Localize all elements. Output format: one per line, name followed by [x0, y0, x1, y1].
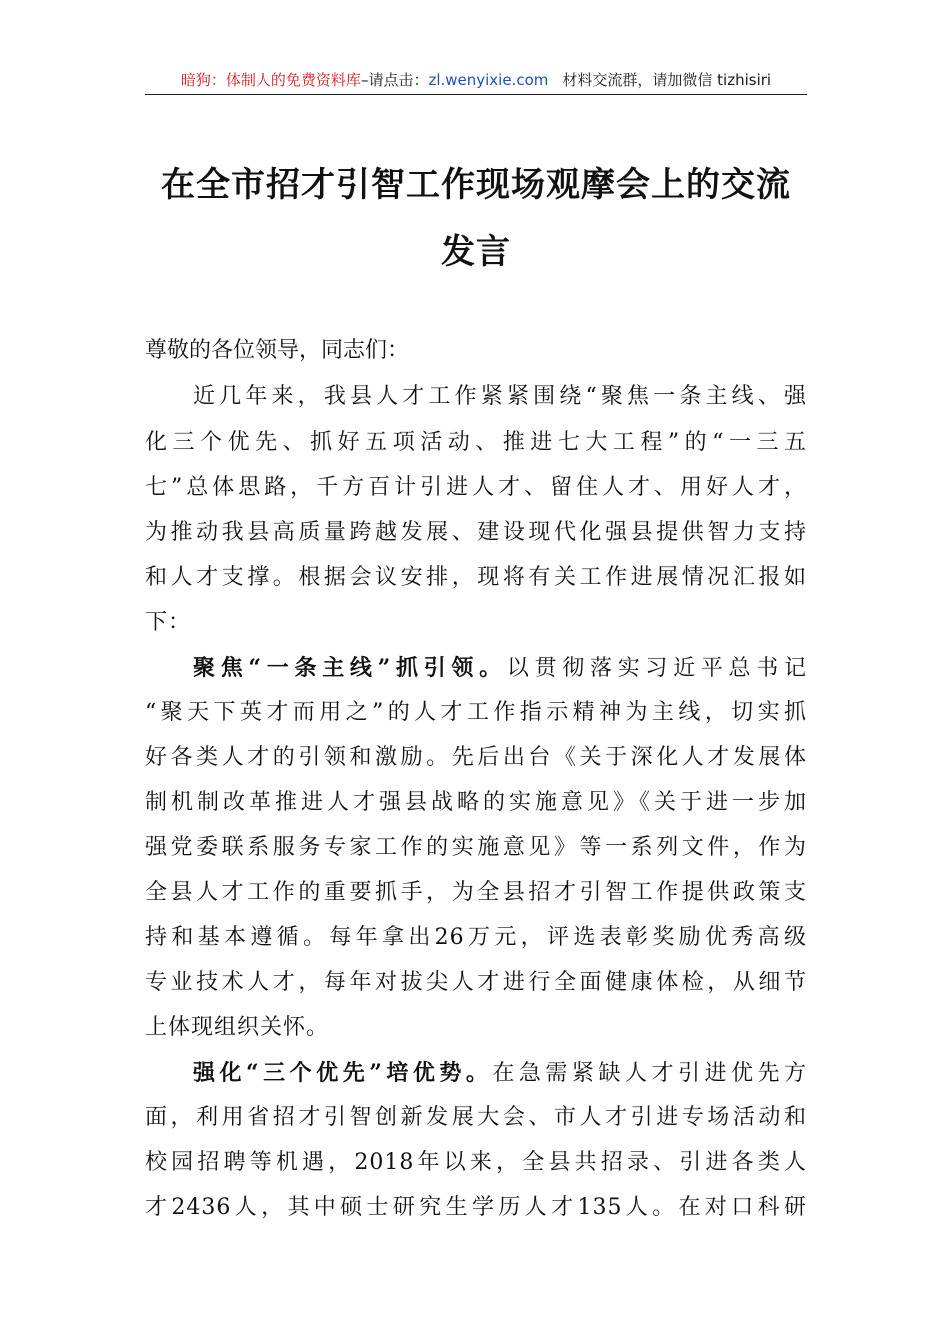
section-1-first-line: [145, 651, 807, 686]
section-2-first-line-text: 在急需紧缺人才引进优先方: [492, 1061, 807, 1086]
paragraph-line: 制机制改革推进人才强县战略的实施意见》《关于进一步加: [145, 790, 807, 815]
paragraph-line: “聚天下英才而用之”的人才工作指示精神为主线，切实抓: [145, 700, 807, 725]
paragraph-line: 才2436人，其中硕士研究生学历人才135人。在对口科研: [145, 1195, 807, 1220]
paragraph-line: 近几年来，我县人才工作紧紧围绕“聚焦一条主线、强: [193, 384, 807, 409]
paragraph-line: 专业技术人才，每年对拔尖人才进行全面健康体检，从细节: [145, 970, 807, 995]
document-title-line-1: 在全市招才引智工作现场观摩会上的交流: [161, 165, 791, 205]
header-site-name: 暗狗：体制人的免费资料库: [180, 71, 361, 89]
header-url-link[interactable]: zl.wenyixie.com: [428, 71, 549, 89]
paragraph-line: 持和基本遵循。每年拿出26万元，评选表彰奖励优秀高级: [145, 925, 807, 950]
paragraph-line: 好各类人才的引领和激励。先后出台《关于深化人才发展体: [145, 745, 807, 770]
section-1-first-line-text: 以贯彻落实习近平总书记: [506, 656, 807, 681]
paragraph-line: 为推动我县高质量跨越发展、建设现代化强县提供智力支持: [145, 520, 807, 545]
salutation: 尊敬的各位领导，同志们：: [145, 338, 410, 363]
header-contact: 材料交流群，请加微信 tizhisiri: [562, 71, 772, 89]
section-1-heading: 聚焦“一条主线”抓引领。: [193, 655, 507, 681]
section-2-first-line: [145, 1056, 807, 1091]
header-prompt: –请点击：: [360, 71, 429, 89]
paragraph-line: 校园招聘等机遇，2018年以来，全县共招录、引进各类人: [145, 1150, 807, 1175]
paragraph-line: 面，利用省招才引智创新发展大会、市人才引进专场活动和: [145, 1105, 807, 1130]
document-title-line-2: 发言: [441, 232, 511, 272]
paragraph-line: 上体现组织关怀。: [145, 1015, 330, 1040]
paragraph-line: 全县人才工作的重要抓手，为全县招才引智工作提供政策支: [145, 880, 807, 905]
section-2-heading: 强化“三个优先”培优势。: [193, 1060, 493, 1086]
paragraph-line: 和人才支撑。根据会议安排，现将有关工作进展情况汇报如: [145, 565, 807, 590]
paragraph-line: 化三个优先、抓好五项活动、推进七大工程”的“一三五: [145, 430, 807, 455]
paragraph-line: 下：: [145, 610, 192, 635]
paragraph-line: 七”总体思路，千方百计引进人才、留住人才、用好人才，: [145, 475, 807, 500]
page-header: [145, 68, 807, 95]
paragraph-line: 强党委联系服务专家工作的实施意见》等一系列文件，作为: [145, 835, 807, 860]
